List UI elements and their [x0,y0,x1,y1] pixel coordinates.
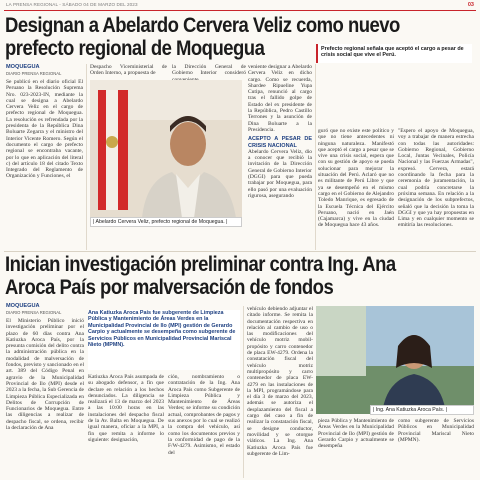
aroca-photo [316,306,474,414]
article2-column-1: El Ministerio Público inició investigación preliminar por el plazo de 60 días contra Ana Katiuzka Aroca País, por la presunta comisión del delito contra la administración pública en la modalidad de malversación de fondos, previsto y sancionado en el art. 389 del Código Penal en agravio de la Municipalidad Provincial de Ilo (MPI) desde el 2023 a la fecha, la Sub Gerencia de Limpieza Pública Especializada en Delitos de Corrupción de Funcionarios de Moquegua. Entre las diligencias a realizar de despacho fiscal, se ordena, recibir la declaración de Ana [6,318,84,432]
aroca-photo-image [316,306,474,414]
article2-column-3: ción, nombramiento o contratación de la Ing. Ana Aroca País como Subgerente de Limpieza Pública y Mantenimiento de Áreas Verdes; se informe su condición actual, comprobantes de pagos y sus anexos por lo cual se realizó la compra del vehículo, así como los documentos previos y la conformidad de pago de la F/W-4279. Asimismo, el estado del [168,374,240,456]
article2-callout: Ana Katiuzka Aroca País fue subgerente de Limpieza Pública y Mantenimiento de Áreas Verdes en la Municipalidad Provincial de Ilo (MPI) gestión de Gerardo Carpio y actualmente se desempeña como subgerente de Servicios Públicos en Municipalidad Provincial Mariscal Nieto (MPMN). [88,310,240,370]
page-number: 03 [467,2,474,8]
prefect-photo-image [90,80,242,218]
article1-column-2: Despacho Viceministerial de Orden Interno, a propuesta de [90,64,167,77]
article1-byline: DIARIO PRENSA REGIONAL [6,71,62,76]
article2-column-6: como subgerente de Servicios Públicos en Municipalidad Provincial Mariscal Nieto (MPMN). [398,418,474,443]
article1-column-1: Se publicó en el diario oficial El Peruano la Resolución Suprema Nro. 023-2023-IN, mediante la cual se designa a Abelardo Cervera Veliz en el cargo de prefecto regional de Moquegua. La resolución es refrendada por la presidenta de la República Dina Boluarte Zegarra y el ministro del Interior Vicente Romero. Según el documento el cargo de prefecto regional se encontraba vacante, por lo que en aplicación del literal c) del artículo 18 del citado Texto Integrado del Reglamento de Organización y Funciones, el [6,79,83,180]
article1-column-4 [248,64,312,250]
article1-callout: Prefecto regional señala que aceptó el cargo a pesar de crisis social que vive el Perú. [316,44,472,63]
header-rule [4,10,476,11]
article1-subhead: ACEPTO A PESAR DE CRISIS NACIONAL [248,136,312,149]
article1-headline-line1: Designan a Abelardo Cervera Veliz como nuevo [5,13,400,37]
article1-column-4-text: veniente designar a Abelardo Cervera Veliz en dicho cargo. Como se recuerda, Shardee Ripueline Yupa Cutipa, renunció al cargo tras el fallido golpe de Estado del ex presidente de la República, Pedro Castillo Terrones y la asunción de Dina Boluarte a la Presidencia. [248,64,312,133]
article1-column-6: "Espero el apoyo de Moquegua, voy a trabajar de manera estrecha con todas las autoridades: Gobierno Regional, Gobierno Local, Juntas Vecinales, Policía Nacional y las Fuerzas Armadas", expresó. Cervera, estará coordinando la fecha para la ceremonia de juramentación, la cual podría concretarse la próxima semana. En relación a la designación de los subprefectos, señaló que la decisión la toma la DGGI y que ya hay propuestas en Lima y en cualquier momento se emitiría las resoluciones. [398,128,474,229]
article2-column-5: pieza Pública y Mantenimiento de Áreas Verdes en la Municipalidad Provincial de Ilo (MPI) gestión de Gerardo Carpio y actualmente se desempeña [318,418,394,450]
article2-headline [5,254,409,298]
column-divider [243,306,244,478]
article1-column-3: la Dirección General de Gobierno Interior consideró [172,64,246,77]
prefect-photo [90,80,242,218]
article2-section: MOQUEGUA [6,303,40,309]
article2-headline-line2: Aroca País por malversación de fondos [5,274,334,299]
column-divider [86,64,87,250]
article2-headline-line1: Inician investigación preliminar contra Ing. Ana [5,252,396,276]
newspaper-header: LA PRENSA REGIONAL - SÁBADO 04 DE MARZO DEL 2023 [6,2,138,7]
article2-column-2: Katiuzka Aroca País asumpada de su abogado defensor, a fin que declare en relación a los hechos denunciados. La diligencia se realizará el 13 de marzo del 2023 a las 10:00 horas en las instalaciones del despacho fiscal de la Av. Balta en Moquegua. De igual manera, oficiar a la MPI, a fin que remita a informe lo siguiente: designación, [88,374,164,443]
article1-column-4-text-b: Abelardo Cervera Veliz, dio a conocer que recibió la invitación de la Dirección General de Gobierno Interior (DGGI) para que pueda trabajar por Moquegua, para ello pasó por una evaluación rigurosa, asegurando [248,148,312,199]
article1-column-5: guró que no existe este político y que no tiene antecedentes ni ninguna naturaleza. Manifestó que aceptó el cargo a pesar que se vive una crisis social, espera que con su gestión de apoyo se pueda solucionar para mejorar la situación del Perú. Aclaró que no es militante de Perú Libre y que ya se desempeñó en el mismo cargo en el Gobierno de Alejandro Toledo Manrique, es egresado de la Escuela Técnica del Ejército Peruano, nació en Jaén (Cajamarca) y vive en la ciudad de Moquegua hace 43 años. [318,128,394,229]
prefect-photo-caption: | Abelardo Cervera Veliz, prefecto regional de Moquegua. | [90,217,242,227]
column-divider [315,64,316,250]
article1-section: MOQUEGUA [6,64,40,70]
article2-byline: DIARIO PRENSA REGIONAL [6,310,62,315]
article1-headline-line2: prefecto regional de Moquegua [5,35,265,60]
article2-column-4: vehículo debiendo adjuntar el citado informe. Se remita la documentación respectiva en relación al cambio de uso o las modificaciones del vehículo motriz mobil-propósito y carro contenedor de placa EW-4279. Ordena la constatación fiscal del vehículo motriz multipropósito y carro contenedor de placa EW-4279 en las instalaciones de la MPI, programándose para el día 3 de marzo del 2023, además se autoriza el desplazamiento del fiscal a cargo del caso a fin de realizar la constatación fiscal, se designe conductor, movilidad y se otorgue viáticos. La Ing. Ana Katiuzka Aroca País fue subgerente de Lim- [247,306,313,457]
aroca-photo-caption: | Ing. Ana Katiuzka Aroca País. | [370,405,474,415]
